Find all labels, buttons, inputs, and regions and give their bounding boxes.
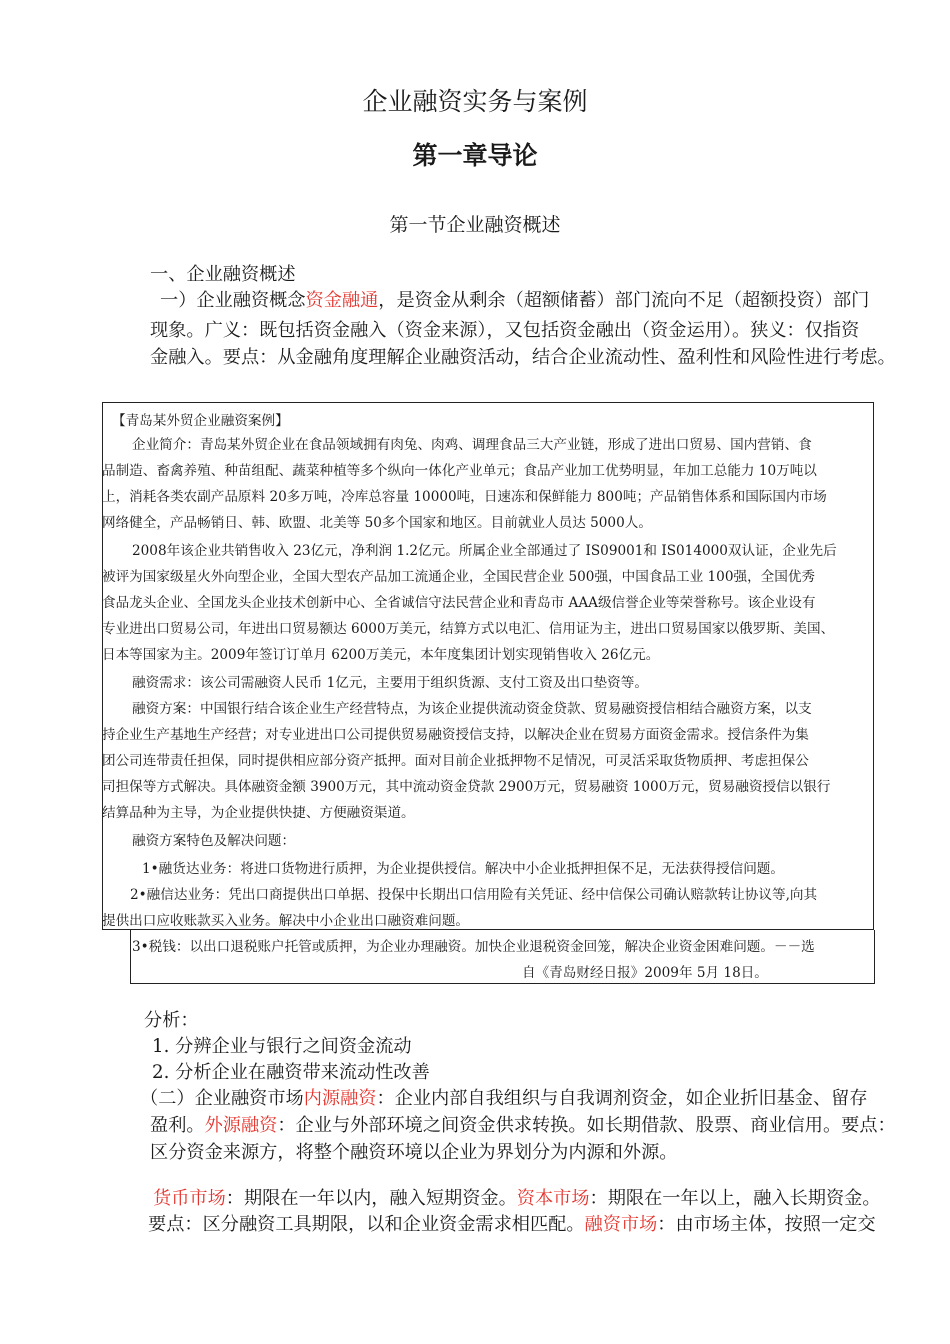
para3-line2 xyxy=(148,1209,876,1240)
text: ：由市场主体，按照一定交 xyxy=(657,1214,876,1235)
case-line: 融资方案：中国银行结合该企业生产经营特点，为该企业提供流动资金贷款、贸易融资授信相结合融资方案，以支 xyxy=(132,701,812,717)
case-line: 食品龙头企业、全国龙头企业技术创新中心、全省诚信守法民营企业和青岛市 AAA级信誉企业等荣誉称号。该企业设有 xyxy=(102,595,816,611)
case-line: 融资方案特色及解决问题： xyxy=(132,833,296,849)
case-line: 团公司连带责任担保，同时提供相应部分资产抵押。面对目前企业抵押物不足情况，可灵活采取货物质押、考虑担保公 xyxy=(102,753,809,769)
case-title: 【青岛某外贸企业融资案例】 xyxy=(112,413,289,429)
text: ：期限在一年以上，融入长期资金。 xyxy=(589,1188,881,1209)
case-line: 企业简介：青岛某外贸企业在食品领域拥有肉兔、肉鸡、调理食品三大产业链，形成了进出口贸易、国内营销、食 xyxy=(132,437,812,453)
text: 要点：区分融资工具期限，以和企业资金需求相匹配。 xyxy=(148,1214,585,1235)
text: ：企业与外部环境之间资金供求转换。如长期借款、股票、商业信用。要点： xyxy=(277,1115,896,1136)
case-line: 提供出口应收账款买入业务。解决中小企业出口融资难问题。 xyxy=(102,913,470,929)
case-line: 上，消耗各类农副产品原料 20多万吨，冷库总容量 10000吨，日速冻和保鲜能力 800吨；产品销售体系和国际国内市场 xyxy=(102,489,827,505)
case-line: 2008年该企业共销售收入 23亿元，净利润 1.2亿元。所属企业全部通过了 IS09001和 IS014000双认证，企业先后 xyxy=(132,543,837,559)
text: （二）企业融资市场 xyxy=(140,1088,304,1109)
term-highlight: 资本市场 xyxy=(516,1188,590,1209)
heading-overview: 一、企业融资概述 xyxy=(150,264,296,285)
case-line: 2•融信达业务：凭出口商提供出口单据、投保中长期出口信用险有关凭证、经中信保公司确认赔款转让协议等,向其 xyxy=(130,887,818,903)
term-highlight: 资金融通 xyxy=(305,290,379,311)
term-highlight: 融资市场 xyxy=(584,1214,658,1235)
para2-line3: 区分资金来源方，将整个融资环境以企业为界划分为内源和外源。 xyxy=(150,1142,678,1163)
para1-line3: 金融入。要点：从金融角度理解企业融资活动，结合企业流动性、盈利性和风险性进行考虑。 xyxy=(150,347,896,368)
analysis-item: 2. 分析企业在融资带来流动性改善 xyxy=(152,1062,430,1083)
section-title: 第一节企业融资概述 xyxy=(389,214,561,236)
term-highlight: 内源融资 xyxy=(303,1088,377,1109)
chapter-title: 第一章导论 xyxy=(412,141,538,170)
case-line: 结算品种为主导，为企业提供快捷、方便融资渠道。 xyxy=(102,805,415,821)
case-source: 自《青岛财经日报》2009年 5月 18日。 xyxy=(522,965,768,981)
text: 一）企业融资概念 xyxy=(160,290,306,311)
case-line: 融资需求：该公司需融资人民币 1亿元，主要用于组织货源、支付工资及出口垫资等。 xyxy=(132,675,648,691)
case-line: 品制造、畜禽养殖、种苗组配、蔬菜种植等多个纵向一体化产业单元；食品产业加工优势明显，年加工总能力 10万吨以 xyxy=(102,463,817,479)
case-line: 司担保等方式解决。具体融资金额 3900万元，其中流动资金贷款 2900万元，贸易融资 1000万元，贸易融资授信以银行 xyxy=(102,779,831,795)
case-line: 持企业生产基地生产经营；对专业进出口公司提供贸易融资授信支持，以解决企业在贸易方面资金需求。授信条件为集 xyxy=(102,727,809,743)
para1-line2: 现象。广义：既包括资金融入（资金来源），又包括资金融出（资金运用）。狭义：仅指资 xyxy=(150,320,860,341)
text: ：期限在一年以内，融入短期资金。 xyxy=(225,1188,517,1209)
term-highlight: 外源融资 xyxy=(204,1115,278,1136)
case-line: 被评为国家级星火外向型企业，全国大型农产品加工流通企业，全国民营企业 500强，中国食品工业 100强，全国优秀 xyxy=(102,569,816,585)
text: ：企业内部自我组织与自我调剂资金，如企业折旧基金、留存 xyxy=(376,1088,868,1109)
document-title: 企业融资实务与案例 xyxy=(362,87,588,116)
para1-line1 xyxy=(160,285,869,316)
text: 盈利。 xyxy=(150,1115,205,1136)
case-line: 网络健全，产品畅销日、韩、欧盟、北美等 50多个国家和地区。目前就业人员达 5000人。 xyxy=(102,515,652,531)
text: ，是资金从剩余（超额储蓄）部门流向不足（超额投资）部门 xyxy=(378,290,870,311)
case-line: 专业进出口贸易公司，年进出口贸易额达 6000万美元，结算方式以电汇、信用证为主，进出口贸易国家以俄罗斯、美国、 xyxy=(102,621,835,637)
term-highlight: 货币市场 xyxy=(153,1188,226,1209)
case-line: 1•融货达业务：将进口货物进行质押，为企业提供授信。解决中小企业抵押担保不足，无法获得授信问题。 xyxy=(142,861,784,877)
analysis-item: 1. 分辨企业与银行之间资金流动 xyxy=(152,1036,412,1057)
analysis-label: 分析： xyxy=(144,1010,199,1031)
case-line: 日本等国家为主。2009年签订订单月 6200万美元，本年度集团计划实现销售收入 26亿元。 xyxy=(102,647,660,663)
case-line: 3•税钱：以出口退税账户托管或质押，为企业办理融资。加快企业退税资金回笼，解决企业资金困难问题。－－选 xyxy=(132,939,815,955)
